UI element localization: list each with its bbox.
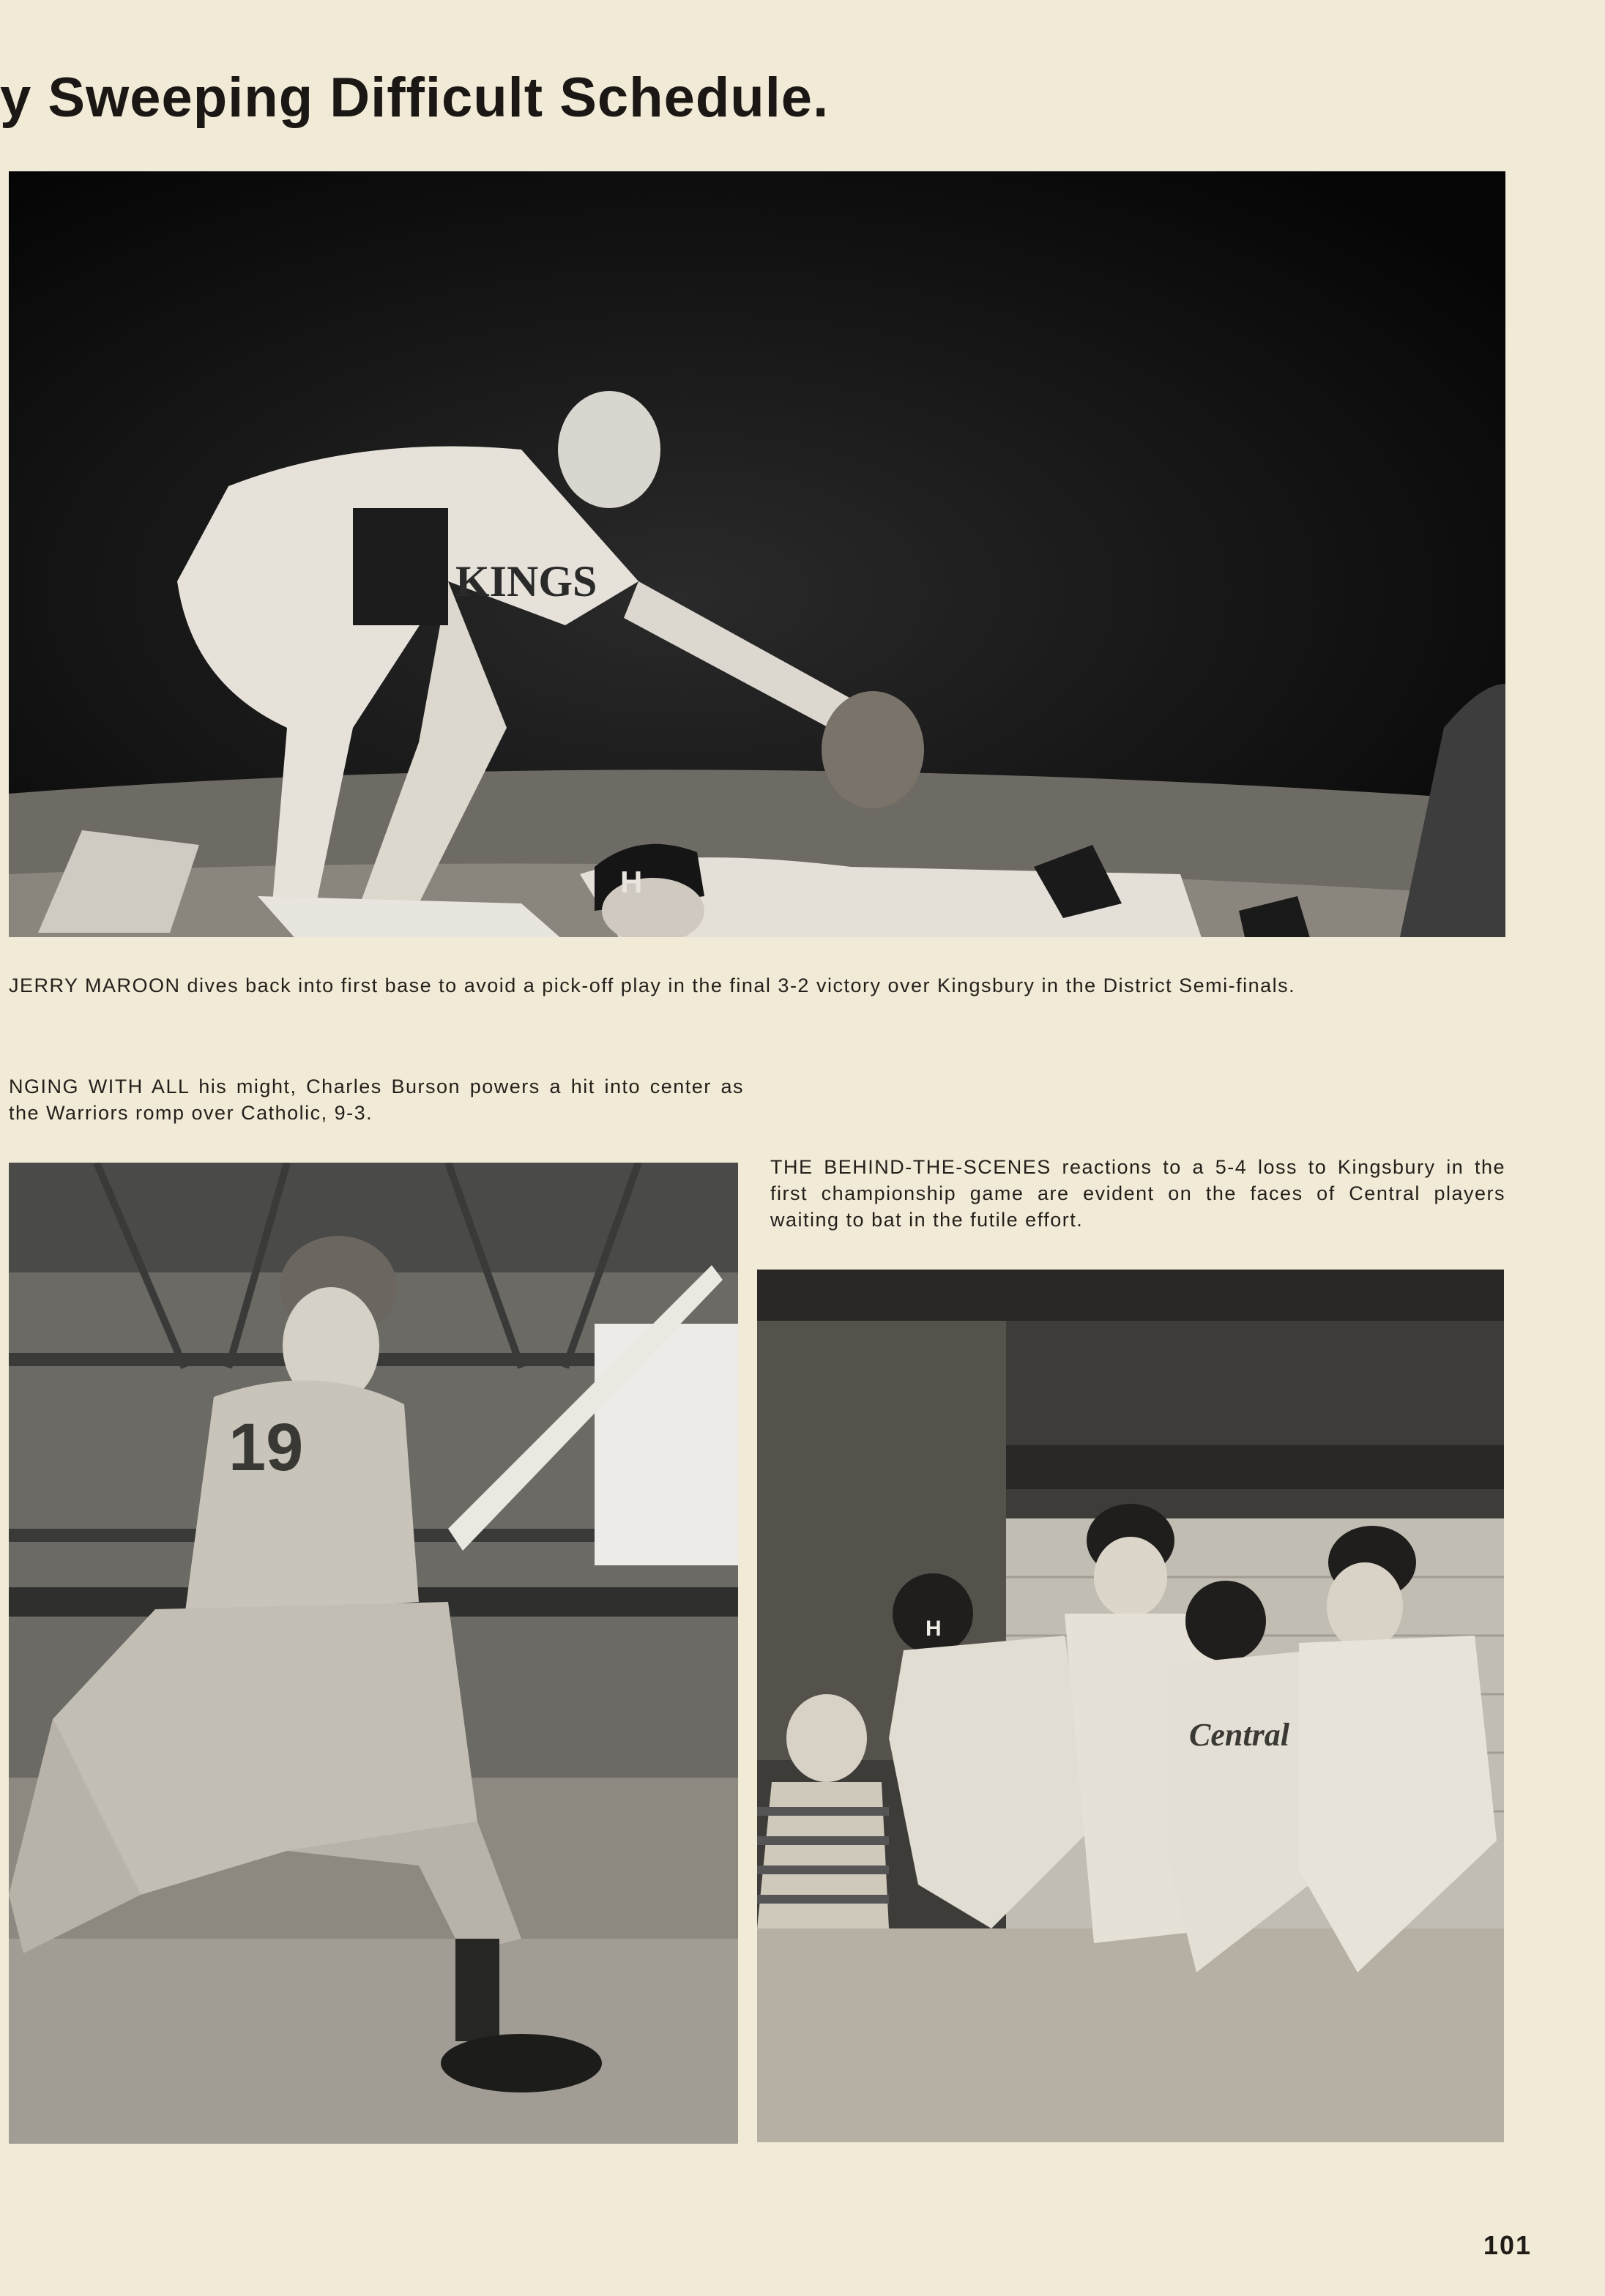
first-baseman-jersey-text: KINGS <box>455 557 597 605</box>
caption-batter: NGING WITH ALL his might, Charles Burson powers a hit into center as the Warriors romp over Catholic, 9-3. <box>9 1076 744 1124</box>
caption-night-pickoff: JERRY MAROON dives back into first base to avoid a pick-off play in the final 3-2 victory over Kingsbury in the District Semi-finals. <box>9 974 1296 996</box>
photo-night-pickoff <box>9 171 1505 937</box>
photo-dugout-image <box>757 1270 1504 2142</box>
page-number: 101 <box>1483 2230 1532 2260</box>
dugout-jersey-text: Central <box>1189 1717 1289 1753</box>
batter-jersey-number: 19 <box>228 1410 304 1485</box>
dugout-cap-letter: H <box>926 1617 942 1641</box>
page-headline: y Sweeping Difficult Schedule. <box>0 67 830 129</box>
photo-dugout <box>757 1270 1504 2142</box>
runner-cap-letter: H <box>620 865 643 899</box>
photo-batter <box>9 1163 738 2144</box>
caption-dugout: THE BEHIND-THE-SCENES reactions to a 5-4 loss to Kingsbury in the first championship game are evident on the faces of Central players waiting to bat in the futile effort. <box>770 1156 1505 1231</box>
photo-night-pickoff-image <box>9 171 1505 937</box>
photo-batter-image <box>9 1163 738 2144</box>
